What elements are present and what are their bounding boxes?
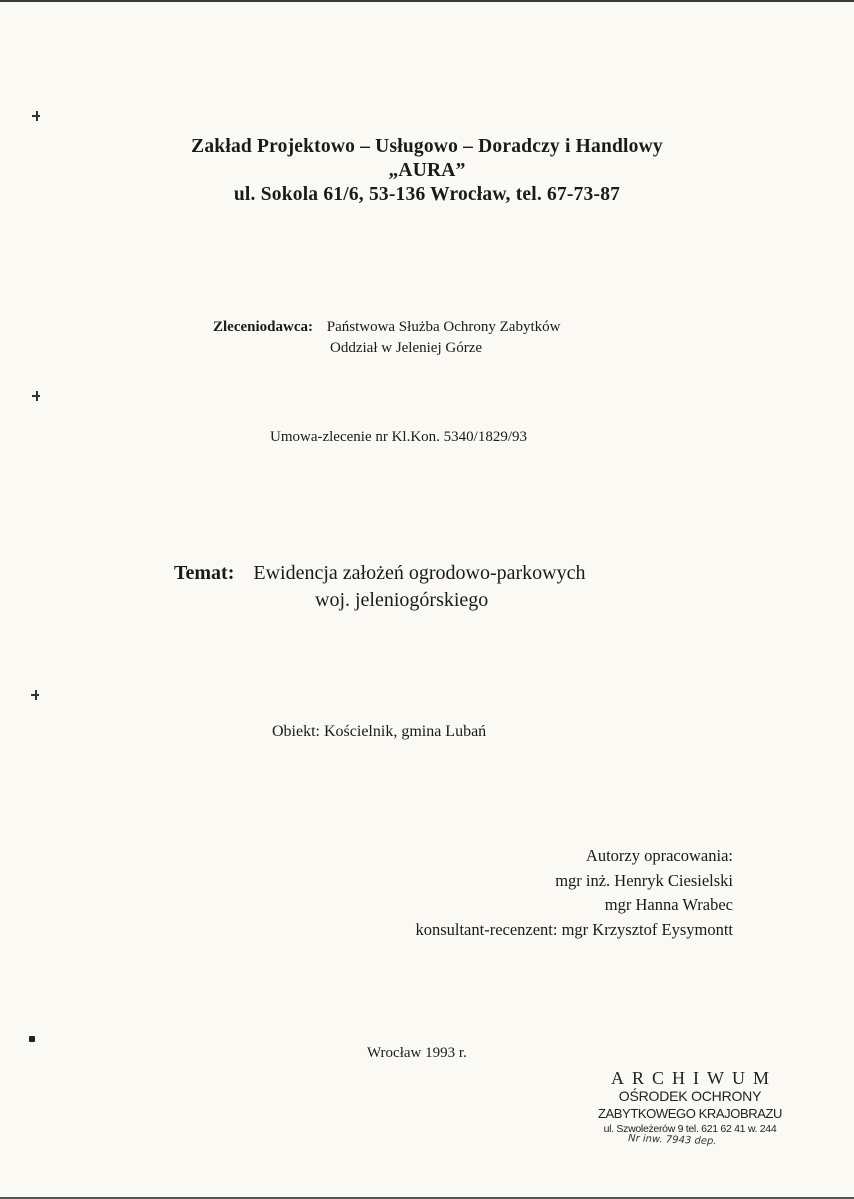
object-line: Obiekt: Kościelnik, gmina Lubań: [272, 723, 487, 740]
topic-line1: Ewidencja założeń ogrodowo-parkowych: [253, 562, 586, 584]
margin-mark-icon: [34, 393, 40, 399]
client-branch: Oddział w Jeleniej Górze: [330, 340, 483, 356]
stamp-line3: ZABYTKOWEGO KRAJOBRAZU: [597, 1106, 783, 1121]
margin-mark-icon: [34, 113, 40, 119]
margin-mark-icon: [33, 692, 39, 698]
company-name: Zakład Projektowo – Usługowo – Doradczy i Handlowy: [191, 136, 663, 157]
archive-stamp: [590, 1068, 790, 1148]
client-label: Zleceniodawca:: [213, 319, 313, 335]
company-address: ul. Sokola 61/6, 53-136 Wrocław, tel. 67-73-87: [233, 184, 621, 205]
author-2: mgr Hanna Wrabec: [604, 895, 733, 914]
stamp-line2: OŚRODEK OCHRONY: [618, 1088, 762, 1104]
stamp-handwritten-note: Nr inw. 7943 dep.: [627, 1133, 717, 1148]
contract-number: Umowa-zlecenie nr Kl.Kon. 5340/1829/93: [270, 429, 528, 445]
authors-block: [415, 844, 733, 942]
topic-block: [174, 560, 585, 614]
margin-mark-icon: [29, 1036, 35, 1042]
author-1: mgr inż. Henryk Ciesielski: [555, 870, 733, 890]
company-brand: „AURA”: [388, 160, 466, 181]
stamp-title: ARCHIWUM: [611, 1068, 777, 1088]
authors-heading: Autorzy opracowania:: [585, 846, 733, 865]
consultant: konsultant-recenzent: mgr Krzysztof Eysymontt: [415, 919, 733, 939]
stamp-address: ul. Szwoleżerów 9 tel. 621 62 41 w. 244: [603, 1123, 777, 1135]
place-date: Wrocław 1993 r.: [367, 1045, 467, 1061]
topic-label: Temat:: [174, 562, 235, 584]
client-name: Państwowa Służba Ochrony Zabytków: [326, 319, 561, 335]
topic-line2: woj. jeleniogórskiego: [315, 589, 489, 611]
company-header: [0, 135, 854, 207]
page-edge-top: [0, 0, 854, 2]
client-block: [213, 317, 560, 359]
